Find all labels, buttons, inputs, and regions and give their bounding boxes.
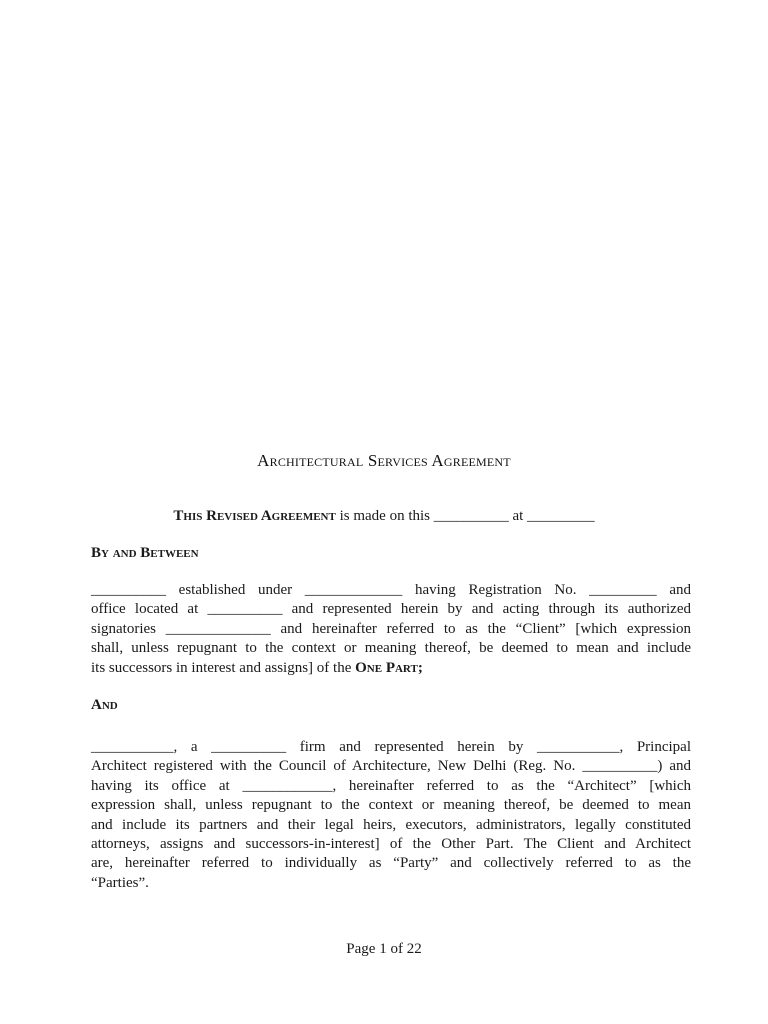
paragraph-line: ___________, a __________ firm and represented herein by ___________, Principal	[91, 739, 691, 755]
paragraph-line: __________ established under _____________ having Registration No. _________ and	[91, 582, 691, 598]
opening-lead: This Revised Agreement	[173, 508, 336, 524]
and-heading: And	[91, 697, 118, 713]
opening-line	[0, 508, 768, 525]
paragraph-line: expression shall, unless repugnant to the context or meaning thereof, be deemed to mean	[91, 797, 691, 814]
paragraph-line: attorneys, assigns and successors-in-interest] of the Other Part. The Client and Architect	[91, 836, 691, 853]
paragraph-line: Architect registered with the Council of Architecture, New Delhi (Reg. No. __________) and	[91, 758, 691, 775]
opening-text: is made on this __________ at _________	[335, 508, 595, 524]
page-title: Architectural Services Agreement	[257, 451, 511, 470]
page-number: Page 1 of 22	[346, 941, 422, 957]
paragraph-line: are, hereinafter referred to individually as “Party” and collectively referred to as the	[91, 855, 691, 872]
paragraph-line: having its office at ____________, hereinafter referred to as the “Architect” [which	[91, 777, 691, 794]
one-part-label: One Part;	[355, 659, 423, 676]
paragraph-line	[91, 659, 691, 678]
paragraph-line: office located at __________ and represented herein by and acting through its authorized	[91, 601, 691, 618]
paragraph-line-text: its successors in interest and assigns] of the	[91, 659, 356, 676]
architect-paragraph	[91, 738, 691, 893]
paragraph-line: shall, unless repugnant to the context or meaning thereof, be deemed to mean and include	[91, 640, 691, 657]
paragraph-line: signatories ______________ and hereinafter referred to as the “Client” [which expression	[91, 620, 691, 637]
by-and-between-heading: By and Between	[91, 545, 199, 561]
paragraph-line: “Parties”.	[91, 874, 149, 891]
client-paragraph	[91, 581, 691, 678]
paragraph-line: and include its partners and their legal heirs, executors, administrators, legally constituted	[91, 816, 691, 833]
